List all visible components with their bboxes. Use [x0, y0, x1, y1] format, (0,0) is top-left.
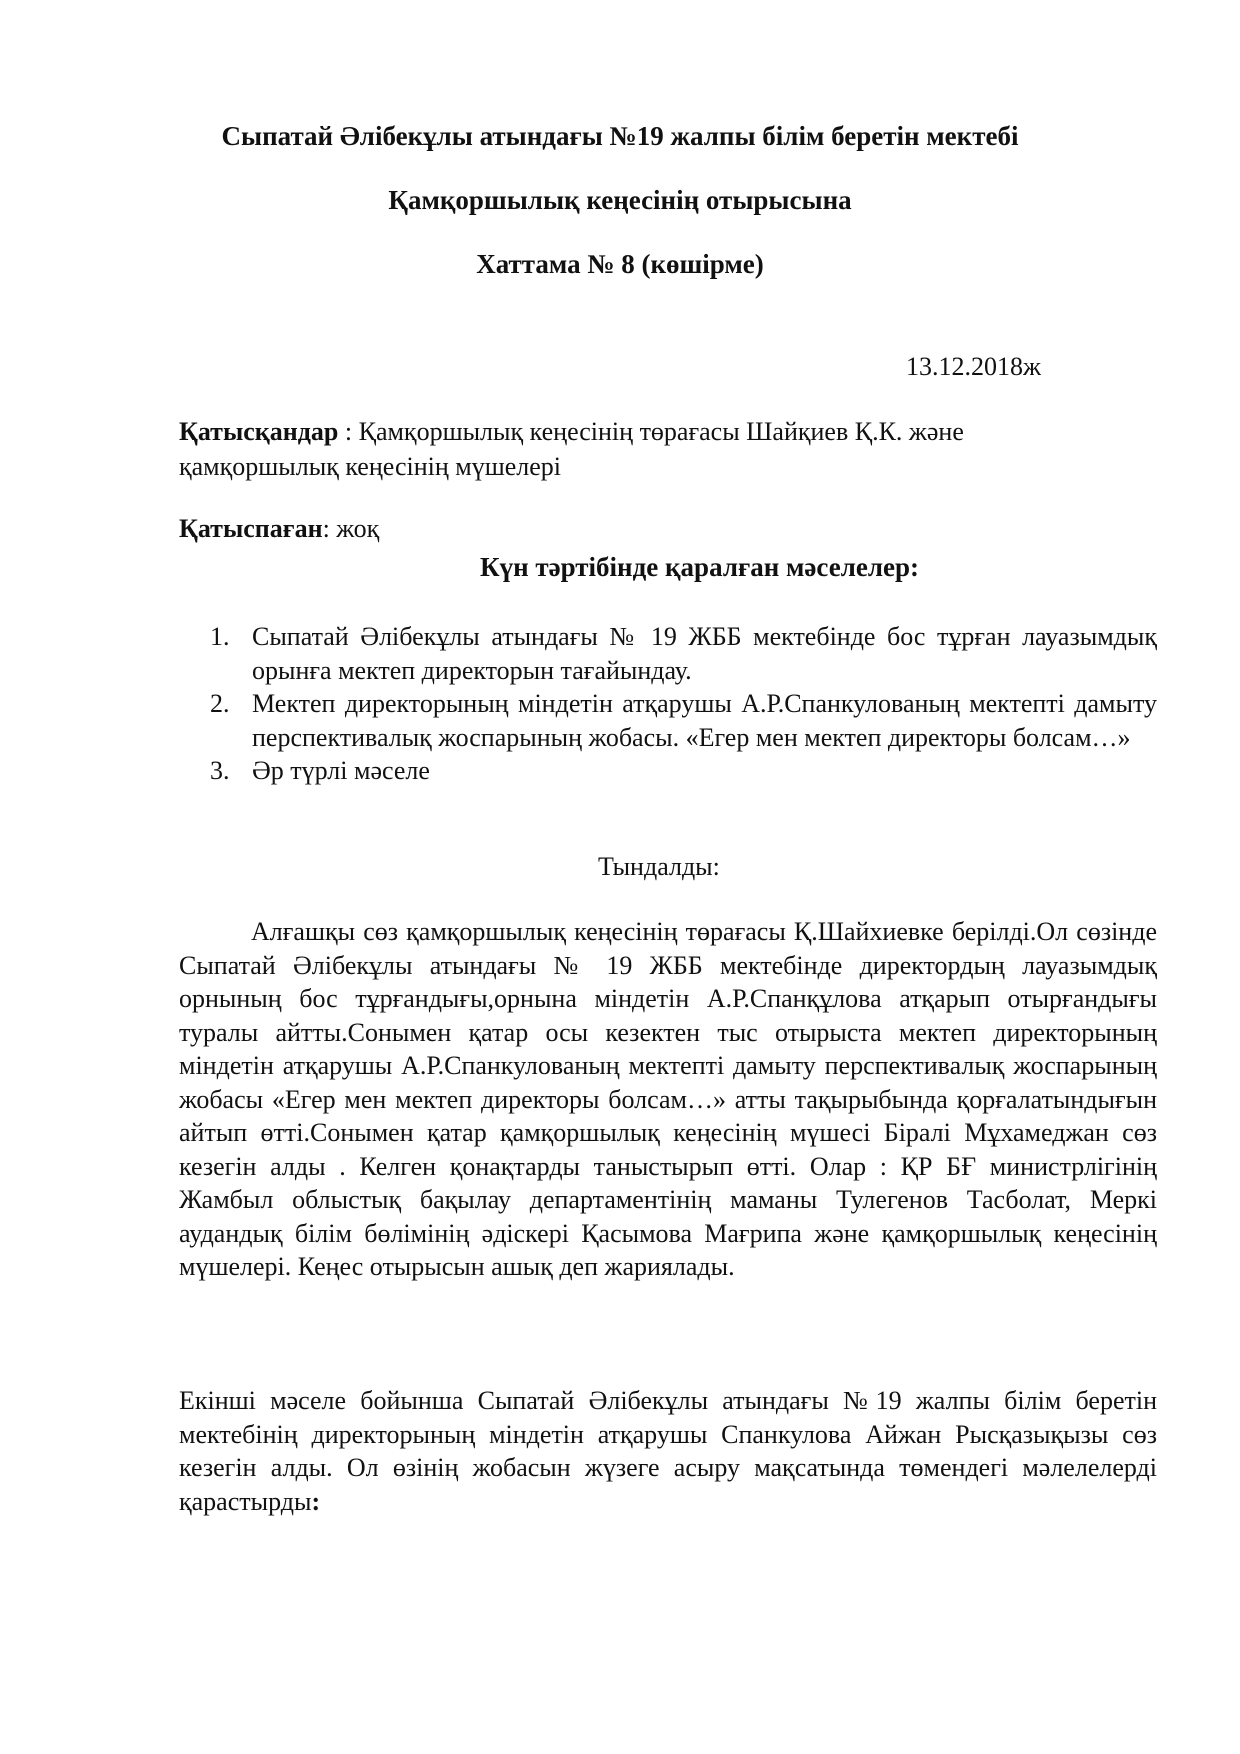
agenda-number: 1. — [210, 622, 230, 651]
attendees-line-1 — [179, 415, 964, 449]
paragraph-first-issue: Алғашқы сөз қамқоршылық кеңесінің төрағасы Қ.Шайхиевке берілді.Ол сөзінде Сыпатай Әлібекұлы атындағы № 19 ЖББ мектебінде директордың лауазымдық орнының бос тұрғандығы,орнына міндетін А.Р.Спанқұлова атқарып отырғандығы туралы айтты.Сонымен қатар осы кезектен тыс отырыста мектеп директорының міндетін атқарушы А.Р.Спанкулованың мектепті дамыту перспективалық жоспарының жобасы «Егер мен мектеп директоры болсам…» атты тақырыбында қорғалатындығын айтып өтті.Сонымен қатар қамқоршылық кеңесінің мүшесі Біралі Мұхамеджан сөз кезегін алды . Келген қонақтарды таныстырып өтті. Олар : ҚР БҒ министрлігінің Жамбыл облыстық бақылау департаментінің маманы Тулегенов Тасболат, Меркі аудандық білім бөлімінің әдіскері Қасымова Мағрипа және қамқоршылық кеңесінің мүшелері. Кеңес отырысын ашық деп жариялады. — [179, 917, 1157, 1281]
list-item — [210, 620, 1157, 687]
heard-heading: Тындалды: — [598, 852, 720, 881]
agenda-list — [210, 620, 1157, 788]
paragraph-second-issue — [179, 1384, 1157, 1518]
council-title: Қамқоршылық кеңесінің отырысына — [388, 185, 852, 215]
paragraph-second-colon: : — [311, 1486, 321, 1516]
agenda-text: Сыпатай Әлібекұлы атындағы № 19 ЖББ мектебінде бос тұрған лауазымдық орынға мектеп директорын тағайындау. — [252, 622, 1157, 685]
agenda-number: 3. — [210, 756, 230, 785]
agenda-number: 2. — [210, 689, 230, 718]
attendees-label: Қатысқандар — [179, 417, 339, 446]
attendees-text-1: : Қамқоршылық кеңесінің төрағасы Шайқиев Қ.К. және — [338, 417, 964, 446]
agenda-title: Күн тәртібінде қаралған мәселелер: — [480, 552, 919, 582]
absent-text: : жоқ — [322, 514, 380, 543]
agenda-text: Әр түрлі мәселе — [252, 756, 430, 785]
school-title: Сыпатай Әлібекұлы атындағы №19 жалпы білім беретін мектебі — [221, 121, 1019, 151]
protocol-title: Хаттама № 8 (көшірме) — [476, 249, 764, 279]
paragraph-second-text: Екінші мәселе бойынша Сыпатай Әлібекұлы атындағы №19 жалпы білім беретін мектебінің директорының міндетін атқарушы Спанкулова Айжан Рысқазықызы сөз кезегін алды. Ол өзінің жобасын жүзеге асыру мақсатында төмендегі мәлелелерді қарастырды — [179, 1386, 1157, 1516]
absent-line — [179, 512, 379, 546]
document-date: 13.12.2018ж — [906, 352, 1041, 381]
list-item — [210, 687, 1157, 754]
absent-label: Қатыспаған — [179, 514, 323, 543]
attendees-text-2: қамқоршылық кеңесінің мүшелері — [179, 452, 562, 481]
agenda-text: Мектеп директорының міндетін атқарушы А.Р.Спанкулованың мектепті дамыту перспективалық жоспарының жобасы. «Егер мен мектеп директоры болсам…» — [252, 689, 1157, 752]
list-item — [210, 754, 1157, 788]
